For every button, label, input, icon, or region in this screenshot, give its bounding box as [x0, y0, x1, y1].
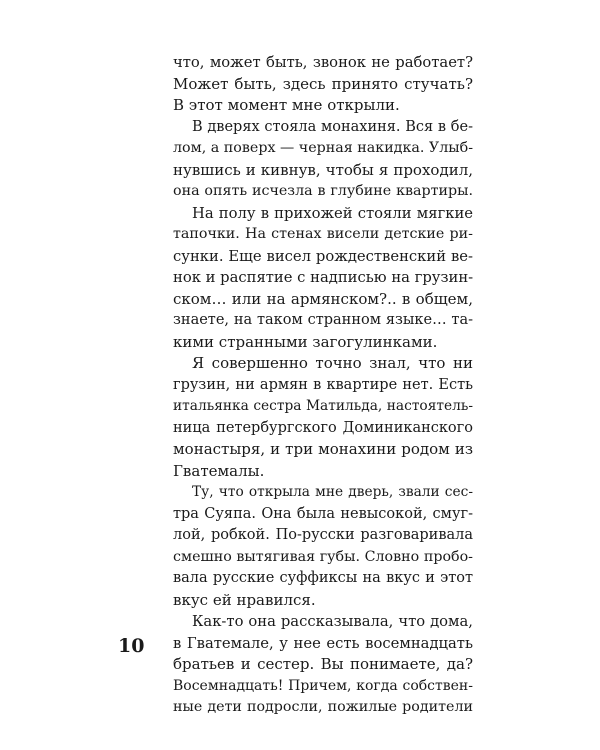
text-line: итальянка сестра Матильда, настоятель- [173, 398, 473, 414]
paragraph [173, 52, 473, 117]
text-line: тра Суяпа. Она была невысокой, смуг- [173, 505, 473, 522]
text-line: братьев и сестер. Вы понимаете, да? [173, 655, 473, 673]
text-line: ные дети подросли, пожилые родители [173, 699, 473, 715]
text-line: ница петербургского Доминиканского [173, 419, 473, 436]
text-line: грузин, ни армян в квартире нет. Есть [173, 376, 473, 393]
text-line: нок и распятие с надписью на грузин- [173, 269, 474, 286]
text-line: Восемнадцать! Причем, когда собствен- [173, 677, 473, 694]
text-line: Как-то она рассказывала, что дома, [192, 613, 473, 630]
page-number: 10 [118, 635, 145, 657]
text-line: На полу в прихожей стояли мягкие [192, 204, 473, 222]
text-line: лой, робкой. По-русски разговаривала [173, 527, 473, 543]
paragraph [173, 203, 473, 354]
text-line: Я совершенно точно знал, что ни [192, 354, 473, 372]
book-page-text [173, 52, 473, 719]
text-line: тапочки. На стенах висели детские ри- [173, 226, 473, 242]
text-line: нувшись и кивнув, чтобы я проходил, [173, 160, 473, 179]
text-line: вала русские суффиксы на вкус и этот [173, 570, 473, 586]
paragraph [173, 117, 473, 203]
text-line: сунки. Еще висел рождественский ве- [173, 247, 473, 265]
text-line: знаете, на таком странном языке… та- [173, 312, 473, 328]
text-line: вкус ей нравился. [173, 590, 316, 609]
text-line: В дверях стояла монахиня. Вся в бе- [192, 118, 473, 135]
paragraph [173, 482, 473, 611]
text-line: ском… или на армянском?.. в общем, [173, 289, 473, 308]
text-line: кими странными загогулинками. [173, 332, 438, 351]
text-line: лом, а поверх — черная накидка. Улыб- [173, 140, 474, 156]
text-line: Гватемалы. [173, 461, 265, 480]
text-line: что, может быть, звонок не работает? [173, 54, 473, 71]
text-line: в Гватемале, у нее есть восемнадцать [173, 634, 473, 652]
paragraph [173, 353, 473, 482]
text-line: В этот момент мне открыли. [173, 96, 400, 114]
text-line: смешно вытягивая губы. Словно пробо- [173, 548, 473, 565]
text-line: Может быть, здесь принято стучать? [173, 74, 473, 93]
text-line: монастыря, и три монахини родом из [173, 440, 473, 458]
text-line: она опять исчезла в глубине квартиры. [173, 183, 473, 199]
text-line: Ту, что открыла мне дверь, звали сес- [192, 484, 473, 500]
paragraph [173, 611, 473, 719]
